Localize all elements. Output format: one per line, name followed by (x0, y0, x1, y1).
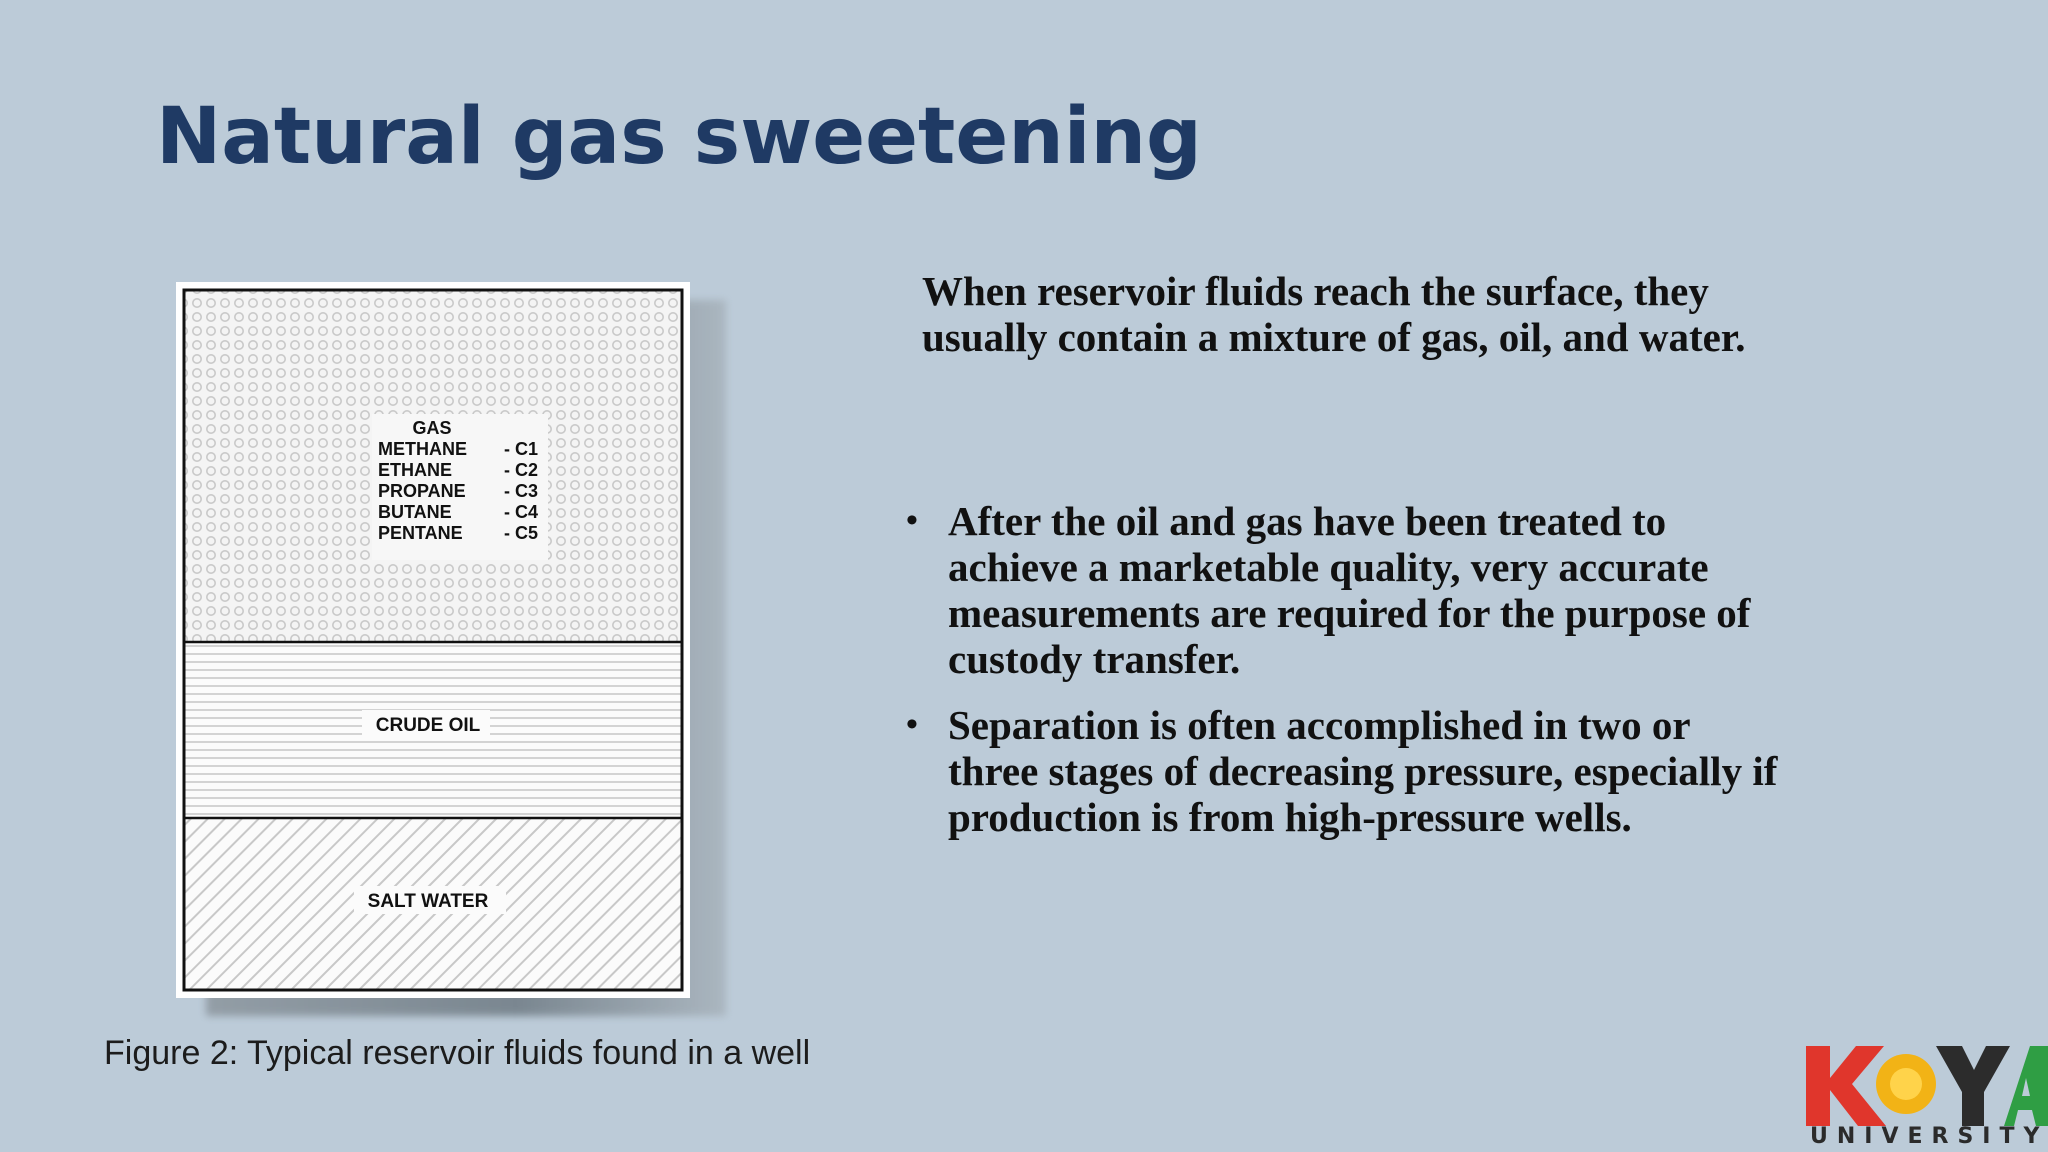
salt-water-label: SALT WATER (367, 891, 489, 912)
bullet-icon: • (906, 502, 918, 539)
reservoir-figure (176, 282, 732, 1022)
figure-caption: Figure 2: Typical reservoir fluids found in a well (104, 1034, 811, 1072)
gas-component-code: - C2 (504, 460, 539, 480)
bullet-item (906, 702, 1786, 840)
gas-header: GAS (412, 418, 452, 438)
gas-component-name: BUTANE (378, 502, 452, 522)
bullet-list (906, 498, 1786, 860)
slide-title: Natural gas sweetening (156, 92, 1202, 182)
gas-component-code: - C4 (504, 502, 539, 522)
koya-university-logo (1804, 1042, 2048, 1152)
gas-component-name: PROPANE (378, 481, 466, 501)
bullet-text: Separation is often accomplished in two or three stages of decreasing pressure, especially if production is from high-pressure wells. (948, 702, 1778, 840)
reservoir-diagram (176, 282, 690, 998)
logo-subtitle: UNIVERSITY (1810, 1124, 2048, 1149)
gas-component-name: METHANE (378, 439, 467, 459)
gas-component-code: - C1 (504, 439, 539, 459)
gas-component-name: PENTANE (378, 523, 463, 543)
bullet-text: After the oil and gas have been treated to achieve a marketable quality, very accurate measurements are required for the purpose of custody transfer. (948, 498, 1751, 682)
gas-component-name: ETHANE (378, 460, 453, 480)
crude-oil-label: CRUDE OIL (375, 715, 481, 736)
figure-image (176, 282, 690, 998)
intro-paragraph: When reservoir fluids reach the surface, they usually contain a mixture of gas, oil, and water. (922, 268, 1746, 360)
bullet-item (906, 498, 1786, 682)
koya-logo-mark-icon (1804, 1042, 2048, 1126)
bullet-icon: • (906, 706, 918, 743)
gas-component-code: - C5 (504, 523, 539, 543)
gas-component-code: - C3 (504, 481, 539, 501)
